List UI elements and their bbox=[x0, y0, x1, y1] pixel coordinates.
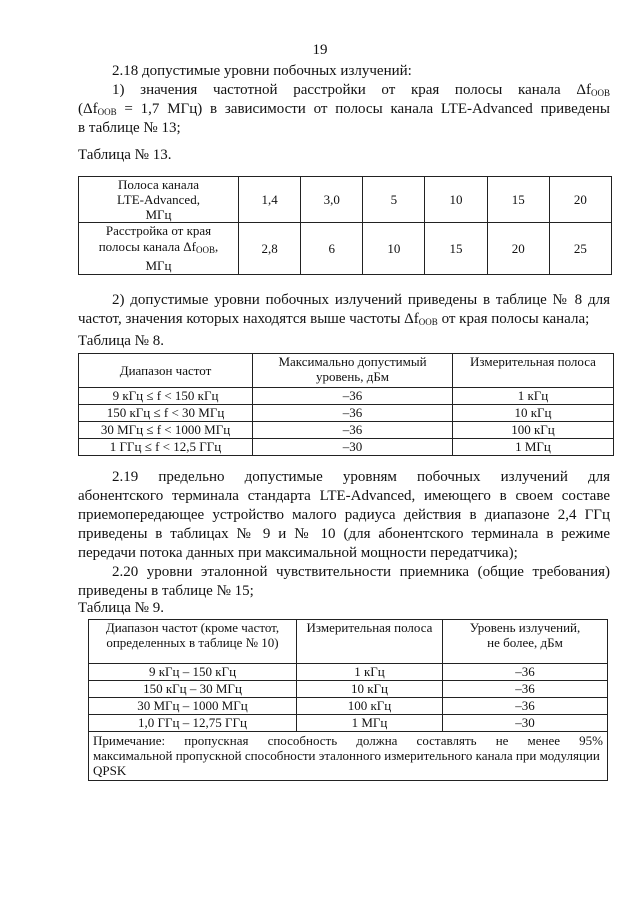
section-2-20-line1: 2.20 уровни эталонной чувствительности приемника (общие требования) bbox=[112, 564, 610, 580]
table9-header-level: Уровень излучений, не более, дБм bbox=[443, 620, 608, 664]
table9-caption: Таблица № 9. bbox=[78, 600, 164, 616]
table9-note-line3: QPSK bbox=[93, 763, 127, 778]
table13-cell: 2,8 bbox=[239, 223, 301, 275]
table9-cell: 10 кГц bbox=[297, 681, 443, 698]
table-row bbox=[79, 405, 614, 422]
section-2-19-line3: приемопередающее устройство малого радиуса действия в диапазоне 2,4 ГГц bbox=[78, 507, 610, 523]
table9-cell: –36 bbox=[443, 681, 608, 698]
section-2-18-item1-line3: в таблице № 13; bbox=[78, 120, 181, 136]
section-2-19-line5: передачи потока данных при максимальной мощности передатчика); bbox=[78, 545, 518, 561]
table9 bbox=[88, 619, 608, 781]
section-2-19-line2: абонентского терминала стандарта LTE-Advanced, имеющего в своем составе bbox=[78, 488, 610, 504]
table9-cell: –36 bbox=[443, 698, 608, 715]
table-row bbox=[89, 715, 608, 732]
table8-header-level: Максимально допустимый уровень, дБм bbox=[253, 354, 453, 388]
table9-cell: 9 кГц – 150 кГц bbox=[89, 664, 297, 681]
section-2-18-heading: 2.18 допустимые уровни побочных излучений: bbox=[112, 63, 412, 79]
section-2-20-line2: приведены в таблице № 15; bbox=[78, 583, 254, 599]
table8-cell: –30 bbox=[253, 439, 453, 456]
table13-cell: 5 bbox=[363, 177, 425, 223]
table9-cell: –30 bbox=[443, 715, 608, 732]
table-row bbox=[89, 664, 608, 681]
table-row bbox=[79, 422, 614, 439]
table8-cell: –36 bbox=[253, 388, 453, 405]
table13-cell: 20 bbox=[487, 223, 549, 275]
table9-header-bandwidth: Измерительная полоса bbox=[297, 620, 443, 664]
table8-cell: 9 кГц ≤ f < 150 кГц bbox=[79, 388, 253, 405]
section-2-19-line4: приведены в таблицах № 9 и № 10 (для абонентского терминала в режиме bbox=[78, 526, 610, 542]
table13-label-bandwidth: Полоса канала LTE-Advanced, МГц bbox=[79, 177, 239, 223]
table8-cell: 150 кГц ≤ f < 30 МГц bbox=[79, 405, 253, 422]
table8-cell: 30 МГц ≤ f < 1000 МГц bbox=[79, 422, 253, 439]
table-row bbox=[89, 698, 608, 715]
table13-cell: 25 bbox=[549, 223, 611, 275]
table9-cell: 1 МГц bbox=[297, 715, 443, 732]
table9-note bbox=[89, 732, 608, 781]
table8-header-row bbox=[79, 354, 614, 388]
table8-cell: 10 кГц bbox=[453, 405, 614, 422]
table9-cell: 1,0 ГГц – 12,75 ГГц bbox=[89, 715, 297, 732]
table13-row-offset bbox=[79, 223, 612, 275]
table13-label-offset: Расстройка от края полосы канала $\Delta f_{OOB}$, МГц bbox=[79, 223, 239, 275]
table8-cell: 1 кГц bbox=[453, 388, 614, 405]
table13-cell: 15 bbox=[487, 177, 549, 223]
table9-header-row bbox=[89, 620, 608, 664]
table9-cell: 1 кГц bbox=[297, 664, 443, 681]
section-2-18-item1-line1: 1) значения частотной расстройки от края полосы канала $\Delta f_{OOB}$ bbox=[112, 82, 610, 98]
table8-header-bandwidth: Измерительная полоса bbox=[453, 354, 614, 388]
table9-note-line2: максимальной пропускной способности эталонного измерительного канала при модуляции bbox=[93, 748, 600, 763]
table-row bbox=[79, 388, 614, 405]
table13 bbox=[78, 176, 612, 275]
table-row bbox=[79, 439, 614, 456]
table9-note-row bbox=[89, 732, 608, 781]
table9-note-line1: Примечание: пропускная способность должна составлять не менее 95% bbox=[93, 733, 603, 748]
table13-cell: 1,4 bbox=[239, 177, 301, 223]
table8-cell: –36 bbox=[253, 422, 453, 439]
table8-cell: 100 кГц bbox=[453, 422, 614, 439]
table8-header-range: Диапазон частот bbox=[79, 354, 253, 388]
table13-cell: 6 bbox=[301, 223, 363, 275]
table13-cell: 10 bbox=[425, 177, 487, 223]
page-number: 19 bbox=[312, 42, 328, 58]
table9-cell: 100 кГц bbox=[297, 698, 443, 715]
table9-cell: –36 bbox=[443, 664, 608, 681]
item2-line1: 2) допустимые уровни побочных излучений приведены в таблице № 8 для bbox=[112, 292, 610, 308]
table8-cell: –36 bbox=[253, 405, 453, 422]
table8-caption: Таблица № 8. bbox=[78, 333, 164, 349]
table-row bbox=[89, 681, 608, 698]
table9-cell: 150 кГц – 30 МГц bbox=[89, 681, 297, 698]
section-2-18-item1-line2: ($\Delta f_{OOB} = 1,7$ МГц) в зависимости от полосы канала LTE-Advanced приведены bbox=[78, 101, 610, 117]
table9-cell: 30 МГц – 1000 МГц bbox=[89, 698, 297, 715]
table13-caption: Таблица № 13. bbox=[78, 147, 172, 163]
table13-row-bandwidth bbox=[79, 177, 612, 223]
item2-line2: частот, значения которых находятся выше частоты $\Delta f_{OOB}$ от края полосы канала; bbox=[78, 311, 590, 327]
table13-cell: 3,0 bbox=[301, 177, 363, 223]
table13-cell: 15 bbox=[425, 223, 487, 275]
table8-cell: 1 ГГц ≤ f < 12,5 ГГц bbox=[79, 439, 253, 456]
table13-cell: 10 bbox=[363, 223, 425, 275]
table13-cell: 20 bbox=[549, 177, 611, 223]
table8-cell: 1 МГц bbox=[453, 439, 614, 456]
section-2-19-line1: 2.19 предельно допустимые уровням побочных излучений для bbox=[112, 469, 610, 485]
table8 bbox=[78, 353, 614, 456]
table9-header-range: Диапазон частот (кроме частот, определенных в таблице № 10) bbox=[89, 620, 297, 664]
